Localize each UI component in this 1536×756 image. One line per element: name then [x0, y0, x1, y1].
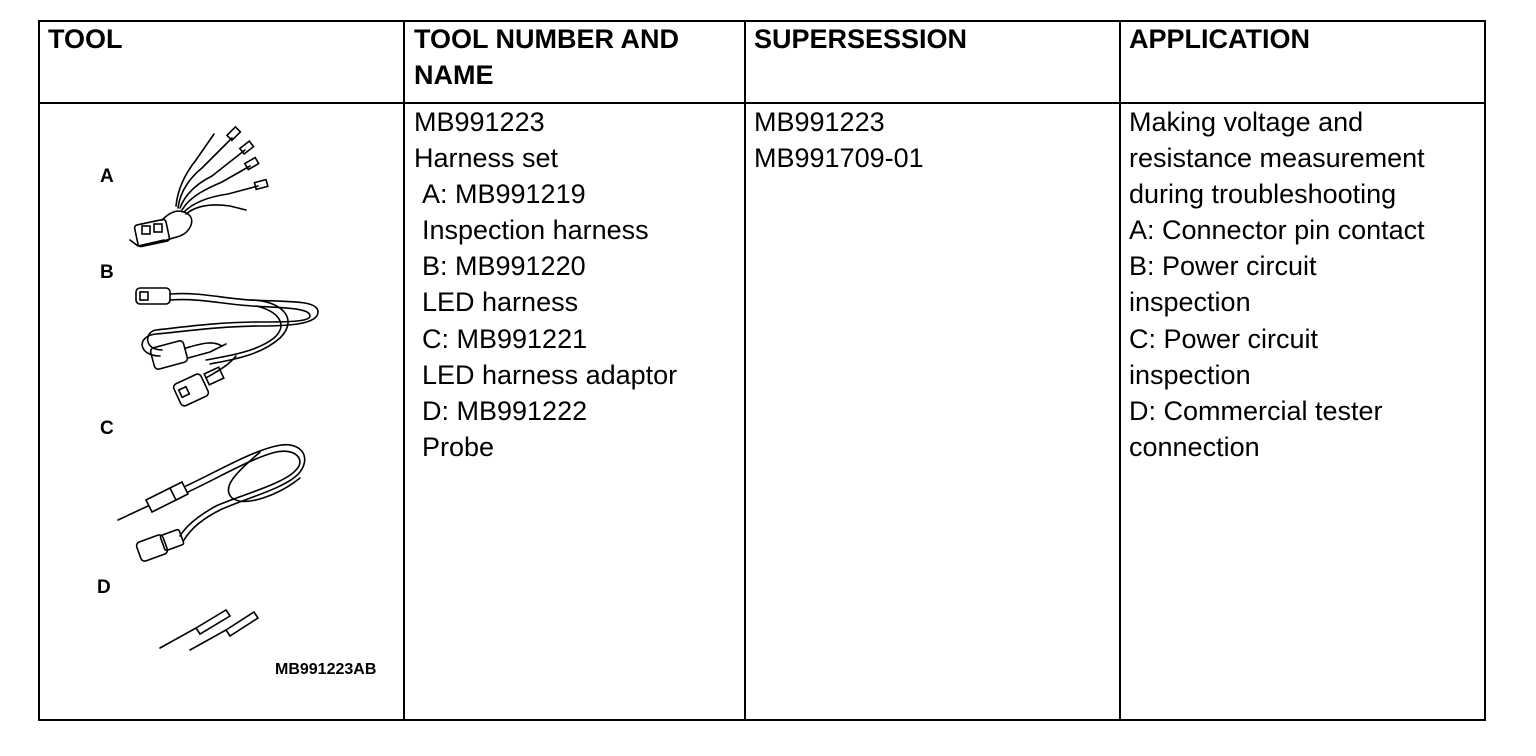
tool-line: Inspection harness [422, 215, 649, 246]
led-harness-icon [136, 288, 318, 407]
header-application: APPLICATION [1129, 24, 1310, 54]
application-line: connection [1129, 431, 1260, 462]
probe-icon [160, 610, 258, 650]
tool-line: Probe [422, 431, 495, 462]
tool-line: MB991223 [414, 107, 545, 137]
application-cell [1129, 104, 1425, 465]
tool-line: Harness set [414, 143, 559, 174]
header-tool: TOOL [48, 24, 123, 54]
application-line: A: Connector pin contact [1129, 215, 1425, 246]
tool-line: B: MB991220 [422, 251, 586, 282]
supersession-line: MB991223 [754, 107, 885, 137]
inspection-harness-icon [130, 127, 268, 247]
tool-line: LED harness [422, 287, 579, 318]
application-line: during troubleshooting [1129, 179, 1397, 210]
application-line: inspection [1129, 359, 1251, 390]
application-line: C: Power circuit [1129, 323, 1319, 354]
application-line: B: Power circuit [1129, 251, 1317, 282]
tool-line: A: MB991219 [422, 179, 586, 210]
led-harness-adaptor-icon [118, 445, 305, 562]
application-line: Making voltage and [1129, 107, 1364, 137]
application-line: resistance measurement [1129, 143, 1425, 174]
supersession-cell [754, 104, 924, 176]
figure-label-d: D [97, 577, 111, 598]
header-line: TOOL NUMBER AND [414, 24, 680, 54]
tool-line: C: MB991221 [422, 323, 588, 354]
tool-line: D: MB991222 [422, 395, 588, 426]
figure-label-a: A [100, 166, 114, 187]
supersession-line: MB991709-01 [754, 143, 924, 174]
application-line: inspection [1129, 287, 1251, 318]
header-line: NAME [414, 60, 494, 90]
figure-label-b: B [100, 262, 114, 283]
tool-line: LED harness adaptor [422, 359, 678, 390]
figure-label-c: C [100, 418, 114, 439]
application-line: D: Commercial tester [1129, 395, 1383, 426]
header-supersession: SUPERSESSION [754, 24, 968, 54]
figure-code: MB991223AB [275, 661, 377, 678]
tool-number-and-name-cell [414, 104, 677, 465]
